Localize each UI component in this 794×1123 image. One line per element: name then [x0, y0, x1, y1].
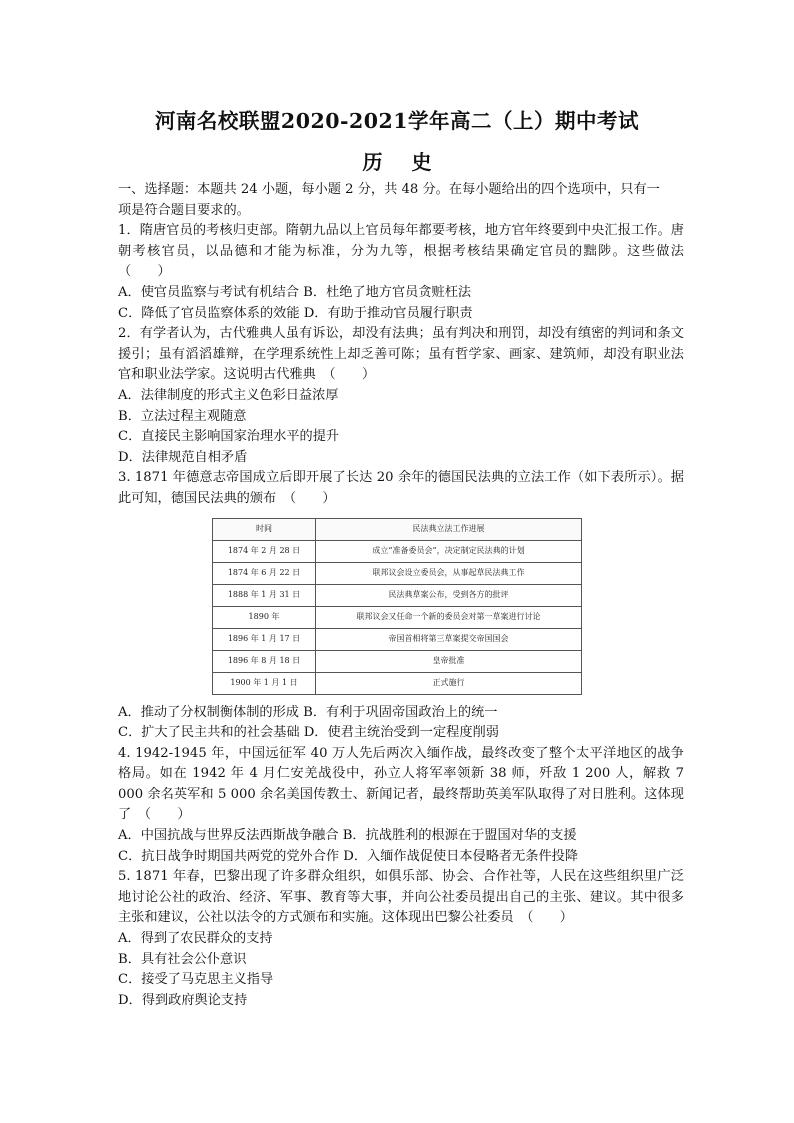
- table-row: [213, 650, 582, 672]
- table-cell-time: 1874 年 6 月 22 日: [213, 562, 316, 584]
- table-header-time: 时间: [213, 518, 316, 540]
- section-intro-line2: 项是符合题目要求的。: [118, 202, 250, 218]
- question-3-options-ab: A．推动了分权制衡体制的形成 B．有利于巩固帝国政治上的统一: [118, 704, 498, 720]
- table-row: [213, 628, 582, 650]
- table-cell-progress: 民法典草案公布，受到各方的批评: [316, 584, 582, 606]
- table-cell-time: 1888 年 1 月 31 日: [213, 584, 316, 606]
- question-5-option-b: B．具有社会公仆意识: [118, 951, 247, 967]
- question-2-option-c: C．直接民主影响国家治理水平的提升: [118, 429, 340, 445]
- table-row: [213, 540, 582, 562]
- question-5-stem: 5. 1871 年春，巴黎出现了许多群众组织，如俱乐部、协会、合作社等，人民在这些组织里广泛地讨论公社的政治、经济、军事、教育等大事，并向公社委员提出自己的主张、建议。其中很多主张和建议，公社以法令的方式颁布和实施。这体现出巴黎公社委员 （ ）: [118, 869, 684, 926]
- table-cell-time: 1896 年 1 月 17 日: [213, 628, 316, 650]
- table-cell-progress: 皇帝批准: [316, 650, 582, 672]
- question-1: [118, 221, 698, 324]
- question-4: [118, 744, 684, 868]
- table-cell-time: 1890 年: [213, 606, 316, 628]
- question-4-options-cd: C．抗日战争时期国共两党的党外合作 D．入缅作战促使日本侵略者无条件投降: [118, 848, 579, 864]
- question-5-option-c: C．接受了马克思主义指导: [118, 972, 274, 988]
- question-3-options-cd: C．扩大了民主共和的社会基础 D．使君主统治受到一定程度削弱: [118, 725, 499, 741]
- table-cell-time: 1900 年 1 月 1 日: [213, 672, 316, 694]
- table-cell-time: 1874 年 2 月 28 日: [213, 540, 316, 562]
- civil-code-table: [212, 518, 582, 695]
- page-title: 河南名校联盟2020-2021学年高二（上）期中考试: [154, 109, 640, 133]
- table-cell-progress: 联邦议会设立委员会，从事起草民法典工作: [316, 562, 582, 584]
- question-2-option-a: A．法律制度的形式主义色彩日益浓厚: [118, 387, 339, 403]
- question-5: [118, 867, 684, 1011]
- table-cell-progress: 联邦议会又任命一个新的委员会对第一草案进行讨论: [316, 606, 582, 628]
- question-4-stem: 4. 1942-1945 年，中国远征军 40 万人先后两次入缅作战，最终改变了整个太平洋地区的战争格局。如在 1942 年 4 月仁安羌战役中，孙立人将军率领新 38 师，歼敌 1 200 人，解救 7 000 余名英军和 5 000 余名美国传教士、新闻记者，最终帮助英美军队取得了对日胜利。这体现了 （ ）: [118, 745, 684, 823]
- question-2: [118, 324, 684, 468]
- table-cell-progress: 正式施行: [316, 672, 582, 694]
- table-row: [213, 606, 582, 628]
- table-row: [213, 672, 582, 694]
- question-4-options-ab: A．中国抗战与世界反法西斯战争融合 B．抗战胜利的根源在于盟国对华的支援: [118, 828, 577, 844]
- question-5-option-a: A．得到了农民群众的支持: [118, 931, 273, 947]
- question-1-options-ab: A．使官员监察与考试有机结合 B．杜绝了地方官员贪赃枉法: [118, 284, 472, 300]
- exam-body: [118, 180, 698, 1011]
- question-1-stem: 1．隋唐官员的考核归吏部。隋朝九品以上官员每年都要考核，地方官年终要到中央汇报工作。唐朝考核官员，以品德和才能为标准，分为九等，根据考核结果确定官员的黜陟。这些做法 （ ）: [118, 223, 698, 280]
- subject-title: 历 史: [362, 150, 432, 174]
- table-cell-progress: 成立“准备委员会”，决定制定民法典的计划: [316, 540, 582, 562]
- table-header-row: [213, 518, 582, 540]
- table-row: [213, 584, 582, 606]
- question-2-option-b: B．立法过程主观随意: [118, 408, 247, 424]
- table-row: [213, 562, 582, 584]
- question-2-option-d: D．法律规范自相矛盾: [118, 449, 248, 465]
- table-cell-progress: 帝国首相将第三草案提交帝国国会: [316, 628, 582, 650]
- civil-code-table-wrap: [212, 518, 582, 695]
- table-header-progress: 民法典立法工作进展: [316, 518, 582, 540]
- section-intro-line1: 一、选择题：本题共 24 小题，每小题 2 分，共 48 分。在每小题给出的四个选项中，只有一: [118, 182, 660, 197]
- question-3: [118, 468, 684, 743]
- question-3-stem: 3. 1871 年德意志帝国成立后即开展了长达 20 余年的德国民法典的立法工作（如下表所示）。据此可知，德国民法典的颁布 （ ）: [118, 470, 684, 506]
- question-5-option-d: D．得到政府舆论支持: [118, 992, 248, 1008]
- table-cell-time: 1896 年 8 月 18 日: [213, 650, 316, 672]
- question-1-options-cd: C．降低了官员监察体系的效能 D．有助于推动官员履行职责: [118, 305, 473, 321]
- question-2-stem: 2．有学者认为，古代雅典人虽有诉讼，却没有法典；虽有判决和刑罚，却没有缜密的判词和条文援引；虽有滔滔雄辩，在学理系统性上却乏善可陈；虽有哲学家、画家、建筑师，却没有职业法官和职业法学家。这说明古代雅典 （ ）: [118, 326, 684, 383]
